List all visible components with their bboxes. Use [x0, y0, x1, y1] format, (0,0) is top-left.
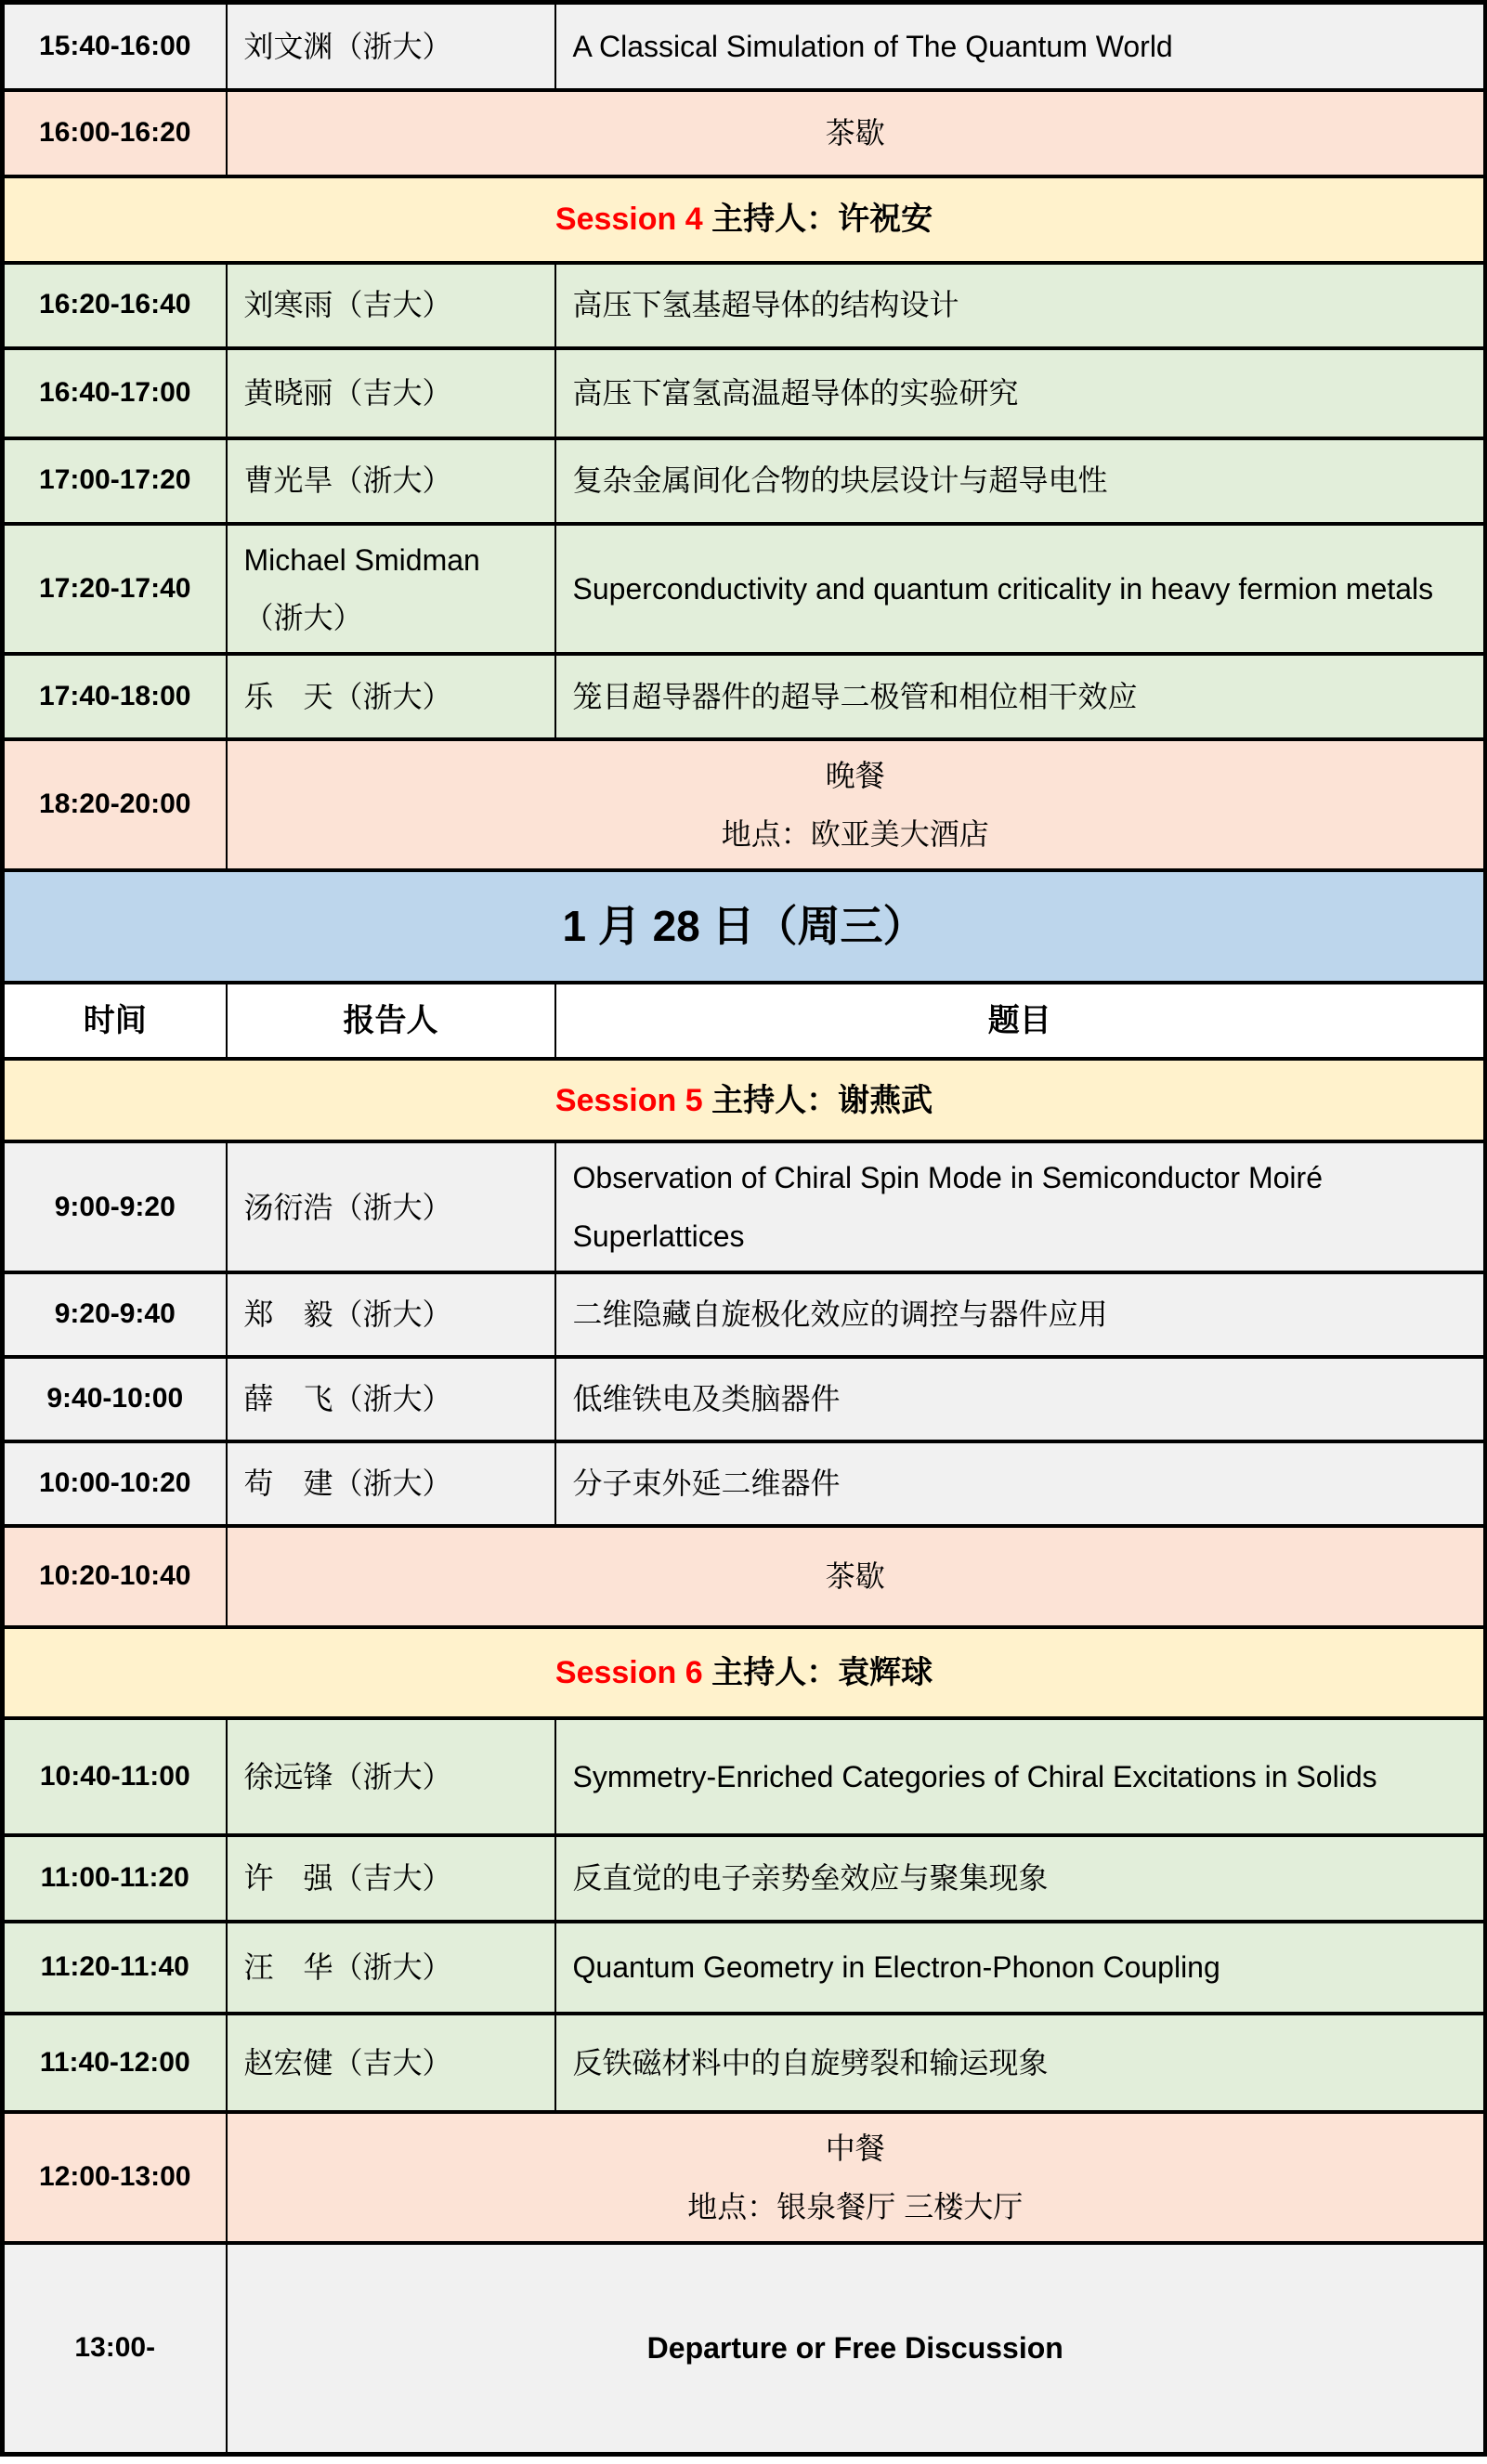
title-cell: Observation of Chiral Spin Mode in Semiconductor Moiré Superlattices [555, 1141, 1486, 1272]
col-header-title: 题目 [555, 983, 1486, 1059]
speaker-cell: 刘文渊（浙大） [227, 3, 555, 90]
speaker-cell: 汤衍浩（浙大） [227, 1141, 555, 1272]
talk-row [3, 1922, 1486, 2014]
speaker-cell: 苟 建（浙大） [227, 1441, 555, 1526]
session-header-row [3, 176, 1486, 263]
meal-row [3, 2112, 1486, 2243]
time-cell: 16:00-16:20 [3, 90, 227, 176]
session-header-cell [3, 176, 1486, 263]
speaker-cell: 许 强（吉大） [227, 1835, 555, 1922]
meal-row [3, 739, 1486, 870]
meal-location: 地点：欧亚美大酒店 [721, 816, 989, 851]
talk-row [3, 348, 1486, 438]
title-cell: 分子束外延二维器件 [555, 1441, 1486, 1526]
time-cell: 13:00- [3, 2243, 227, 2455]
time-cell: 10:20-10:40 [3, 1526, 227, 1627]
time-cell: 17:20-17:40 [3, 524, 227, 655]
date-banner-row [3, 870, 1486, 983]
title-cell: Superconductivity and quantum criticality in heavy fermion metals [555, 524, 1486, 655]
talk-row [3, 263, 1486, 348]
talk-row [3, 1718, 1486, 1835]
meal-info-cell [227, 2112, 1486, 2243]
time-cell: 16:20-16:40 [3, 263, 227, 348]
speaker-cell: 薛 飞（浙大） [227, 1357, 555, 1441]
talk-row [3, 654, 1486, 739]
talk-row [3, 1357, 1486, 1441]
break-label-cell: 茶歇 [227, 90, 1486, 176]
time-cell: 11:40-12:00 [3, 2014, 227, 2112]
time-cell: 9:20-9:40 [3, 1272, 227, 1357]
speaker-cell: 汪 华（浙大） [227, 1922, 555, 2014]
title-cell: 二维隐藏自旋极化效应的调控与器件应用 [555, 1272, 1486, 1357]
title-cell: A Classical Simulation of The Quantum World [555, 3, 1486, 90]
speaker-cell: 乐 天（浙大） [227, 654, 555, 739]
time-cell: 17:40-18:00 [3, 654, 227, 739]
session-header-cell [3, 1627, 1486, 1718]
time-cell: 10:40-11:00 [3, 1718, 227, 1835]
speaker-cell: 刘寒雨（吉大） [227, 263, 555, 348]
departure-label-cell: Departure or Free Discussion [227, 2243, 1486, 2455]
title-cell: Quantum Geometry in Electron-Phonon Coupling [555, 1922, 1486, 2014]
session-chair-label: 主持人：袁辉球 [711, 1654, 933, 1690]
tea-break-row [3, 90, 1486, 176]
time-cell: 18:20-20:00 [3, 739, 227, 870]
break-label-cell: 茶歇 [227, 1526, 1486, 1627]
title-cell: 反铁磁材料中的自旋劈裂和输运现象 [555, 2014, 1486, 2112]
talk-row [3, 1272, 1486, 1357]
speaker-cell: 曹光旱（浙大） [227, 438, 555, 524]
speaker-cell: 郑 毅（浙大） [227, 1272, 555, 1357]
title-cell: 低维铁电及类脑器件 [555, 1357, 1486, 1441]
date-banner-cell: 1 月 28 日（周三） [3, 870, 1486, 983]
schedule-table-body [3, 3, 1486, 2455]
time-cell: 11:00-11:20 [3, 1835, 227, 1922]
time-cell: 16:40-17:00 [3, 348, 227, 438]
talk-row [3, 524, 1486, 655]
title-cell: 高压下氢基超导体的结构设计 [555, 263, 1486, 348]
talk-row [3, 2014, 1486, 2112]
title-cell: 反直觉的电子亲势垒效应与聚集现象 [555, 1835, 1486, 1922]
time-cell: 10:00-10:20 [3, 1441, 227, 1526]
time-cell: 12:00-13:00 [3, 2112, 227, 2243]
session-header-row [3, 1627, 1486, 1718]
meal-info-cell [227, 739, 1486, 870]
meal-location: 地点：银泉餐厅 三楼大厅 [687, 2189, 1024, 2223]
talk-row [3, 3, 1486, 90]
time-cell: 11:20-11:40 [3, 1922, 227, 2014]
departure-row [3, 2243, 1486, 2455]
time-cell: 9:40-10:00 [3, 1357, 227, 1441]
time-cell: 17:00-17:20 [3, 438, 227, 524]
col-header-time: 时间 [3, 983, 227, 1059]
session-number-label: Session 4 [554, 201, 703, 237]
time-cell: 9:00-9:20 [3, 1141, 227, 1272]
speaker-cell: 徐远锋（浙大） [227, 1718, 555, 1835]
session-header-cell [3, 1059, 1486, 1141]
meal-name: 中餐 [825, 2132, 885, 2166]
column-header-row [3, 983, 1486, 1059]
title-cell: Symmetry-Enriched Categories of Chiral Excitations in Solids [555, 1718, 1486, 1835]
meal-name: 晚餐 [825, 759, 885, 793]
title-cell: 笼目超导器件的超导二极管和相位相干效应 [555, 654, 1486, 739]
session-number-label: Session 6 [554, 1654, 703, 1690]
talk-row [3, 1835, 1486, 1922]
title-cell: 复杂金属间化合物的块层设计与超导电性 [555, 438, 1486, 524]
talk-row [3, 1441, 1486, 1526]
title-cell: 高压下富氢高温超导体的实验研究 [555, 348, 1486, 438]
col-header-speaker: 报告人 [227, 983, 555, 1059]
session-number-label: Session 5 [554, 1082, 703, 1118]
speaker-cell: 赵宏健（吉大） [227, 2014, 555, 2112]
tea-break-row [3, 1526, 1486, 1627]
session-chair-label: 主持人：许祝安 [711, 201, 933, 237]
talk-row [3, 1141, 1486, 1272]
session-header-row [3, 1059, 1486, 1141]
speaker-cell: 黄晓丽（吉大） [227, 348, 555, 438]
talk-row [3, 438, 1486, 524]
time-cell: 15:40-16:00 [3, 3, 227, 90]
session-chair-label: 主持人：谢燕武 [711, 1082, 933, 1118]
speaker-cell: Michael Smidman（浙大） [227, 524, 555, 655]
